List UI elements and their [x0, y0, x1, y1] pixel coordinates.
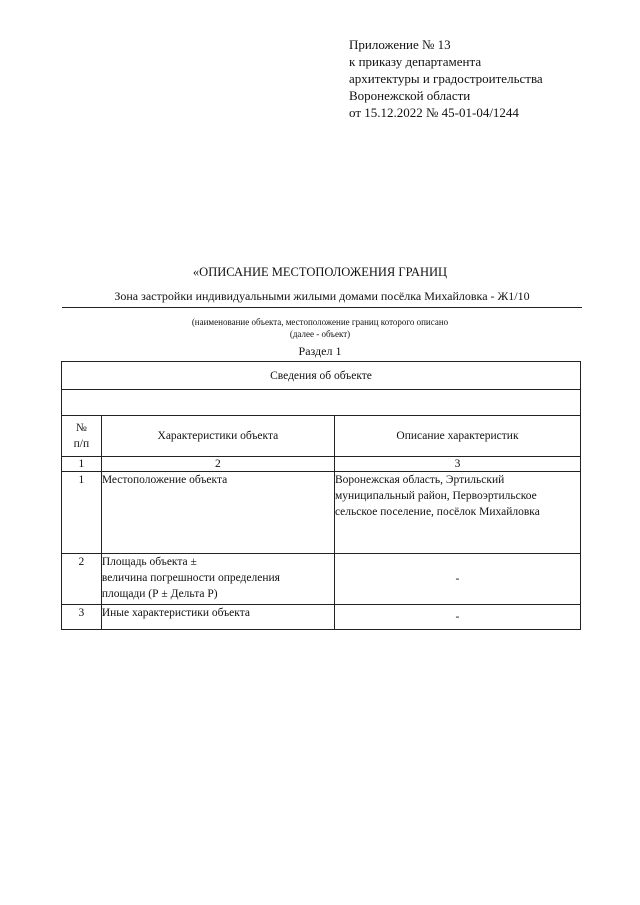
description-line: муниципальный район, Первоэртильское [334, 490, 537, 502]
appendix-block [349, 36, 543, 121]
table-row [62, 472, 581, 554]
description-line: Воронежская область, Эртильский [334, 474, 505, 486]
caption-line: (наименование объекта, местоположение границ которого описано [191, 317, 449, 327]
header-num-line: п/п [73, 438, 90, 450]
header-characteristics: Характеристики объекта [101, 416, 334, 457]
appendix-line: Воронежской области [349, 88, 471, 103]
characteristic-line: величина погрешности определения [101, 572, 280, 584]
row-number: 2 [62, 554, 102, 605]
column-number: 2 [101, 457, 334, 472]
row-description [334, 554, 580, 605]
document-title: «ОПИСАНИЕ МЕСТОПОЛОЖЕНИЯ ГРАНИЦ [192, 265, 448, 279]
blank-cell [62, 390, 581, 416]
row-number: 3 [62, 605, 102, 630]
table-title: Сведения об объекте [62, 362, 581, 390]
row-characteristic [101, 554, 334, 605]
description-line: сельское поселение, посёлок Михайловка [334, 506, 540, 518]
row-description [334, 605, 580, 630]
table-blank-row [62, 390, 581, 416]
characteristic-line: площади (Р ± Дельта Р) [101, 588, 218, 600]
characteristic-line: Местоположение объекта [101, 474, 228, 486]
table-header-row [62, 416, 581, 457]
description-line: - [455, 611, 460, 623]
caption-line: (далее - объект) [289, 329, 351, 339]
column-number: 3 [334, 457, 580, 472]
table-column-numbers-row [62, 457, 581, 472]
column-number: 1 [62, 457, 102, 472]
object-name-caption [0, 316, 640, 340]
object-info-table [61, 361, 581, 630]
table-row [62, 554, 581, 605]
appendix-line: архитектуры и градостроительства [349, 71, 543, 86]
appendix-line: Приложение № 13 [349, 37, 451, 52]
characteristic-line: Площадь объекта ± [101, 556, 197, 568]
characteristic-line: Иные характеристики объекта [101, 607, 250, 619]
table-row [62, 605, 581, 630]
row-characteristic [101, 605, 334, 630]
row-characteristic [101, 472, 334, 554]
section-label: Раздел 1 [298, 344, 342, 358]
appendix-line: от 15.12.2022 № 45-01-04/1244 [349, 105, 519, 120]
header-num [62, 416, 102, 457]
header-description: Описание характеристик [334, 416, 580, 457]
description-line: - [455, 573, 460, 585]
table-title-row [62, 362, 581, 390]
row-description [334, 472, 580, 554]
appendix-line: к приказу департамента [349, 54, 482, 69]
row-number: 1 [62, 472, 102, 554]
object-name: Зона застройки индивидуальными жилыми домами посёлка Михайловка - Ж1/10 [62, 289, 582, 308]
header-num-line: № [75, 422, 87, 434]
